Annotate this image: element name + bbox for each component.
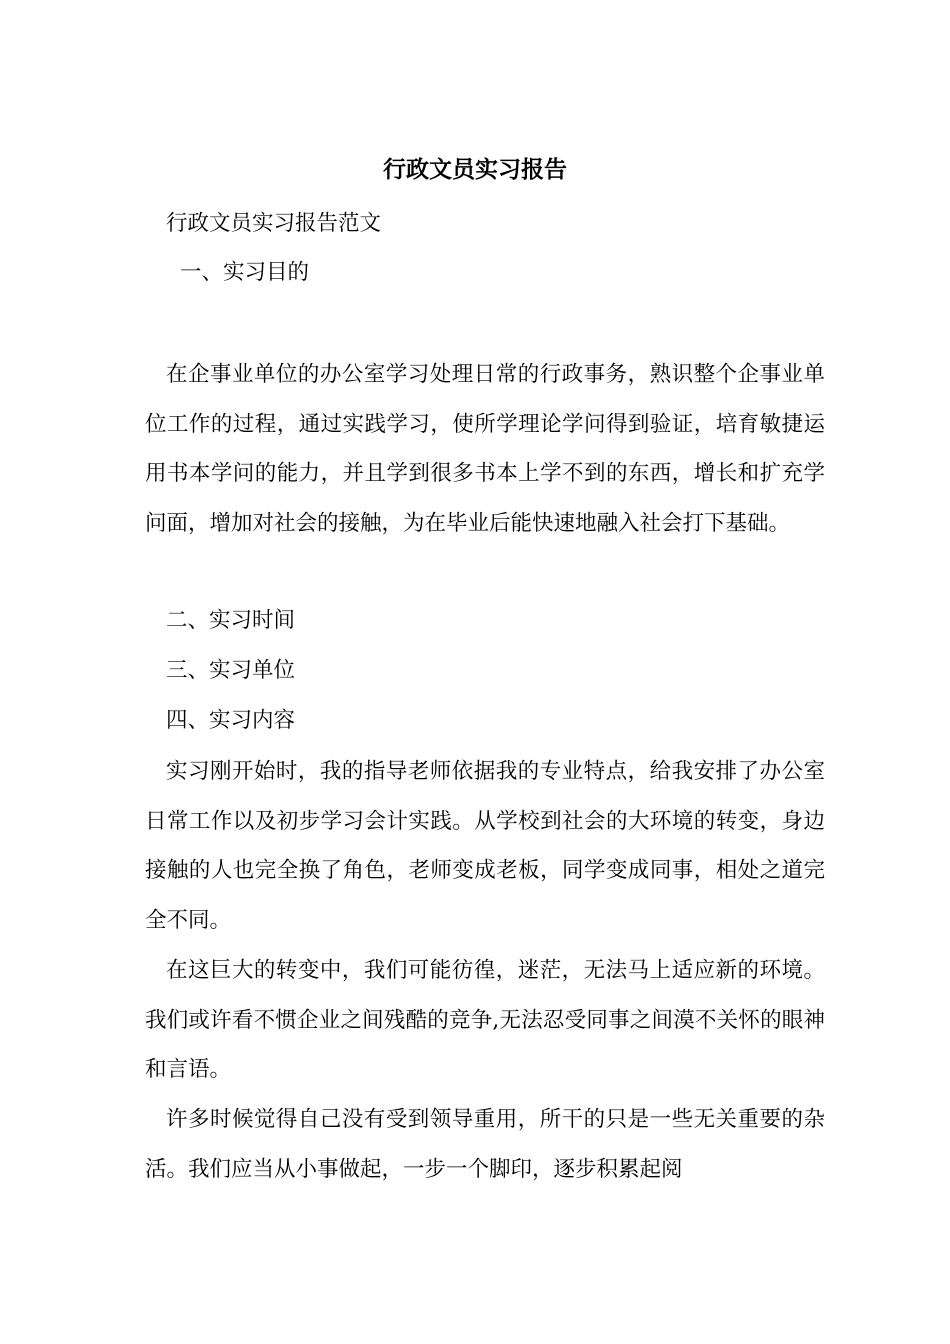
- section-heading-content: 四、实习内容: [166, 708, 296, 733]
- document-subtitle: 行政文员实习报告范文: [166, 211, 382, 236]
- section-heading-time: 二、实习时间: [166, 608, 296, 633]
- paragraph-content-start: 实习刚开始时，我的指导老师依据我的专业特点，给我安排了办公室日常工作以及初步学习会计实践。从学校到社会的大环境的转变，身边接触的人也完全换了角色，老师变成老板，同学变成同事，相处之道完全不同。: [145, 759, 825, 933]
- section-heading-unit: 三、实习单位: [166, 658, 296, 683]
- section-heading-purpose: 一、实习目的: [180, 260, 310, 285]
- paragraph-small-tasks: 许多时候觉得自己没有受到领导重用，所干的只是一些无关重要的杂活。我们应当从小事做起，一步一个脚印，逐步积累起阅: [145, 1107, 825, 1182]
- paragraph-transition: 在这巨大的转变中，我们可能彷徨，迷茫，无法马上适应新的环境。我们或许看不惯企业之间残酷的竞争,无法忍受同事之间漠不关怀的眼神和言语。: [145, 958, 825, 1082]
- paragraph-purpose: 在企事业单位的办公室学习处理日常的行政事务，熟识整个企事业单位工作的过程，通过实践学习，使所学理论学问得到验证，培育敏捷运用书本学问的能力，并且学到很多书本上学不到的东西，增长和扩充学问面，增加对社会的接触，为在毕业后能快速地融入社会打下基础。: [145, 362, 825, 536]
- document-title: 行政文员实习报告: [383, 156, 567, 183]
